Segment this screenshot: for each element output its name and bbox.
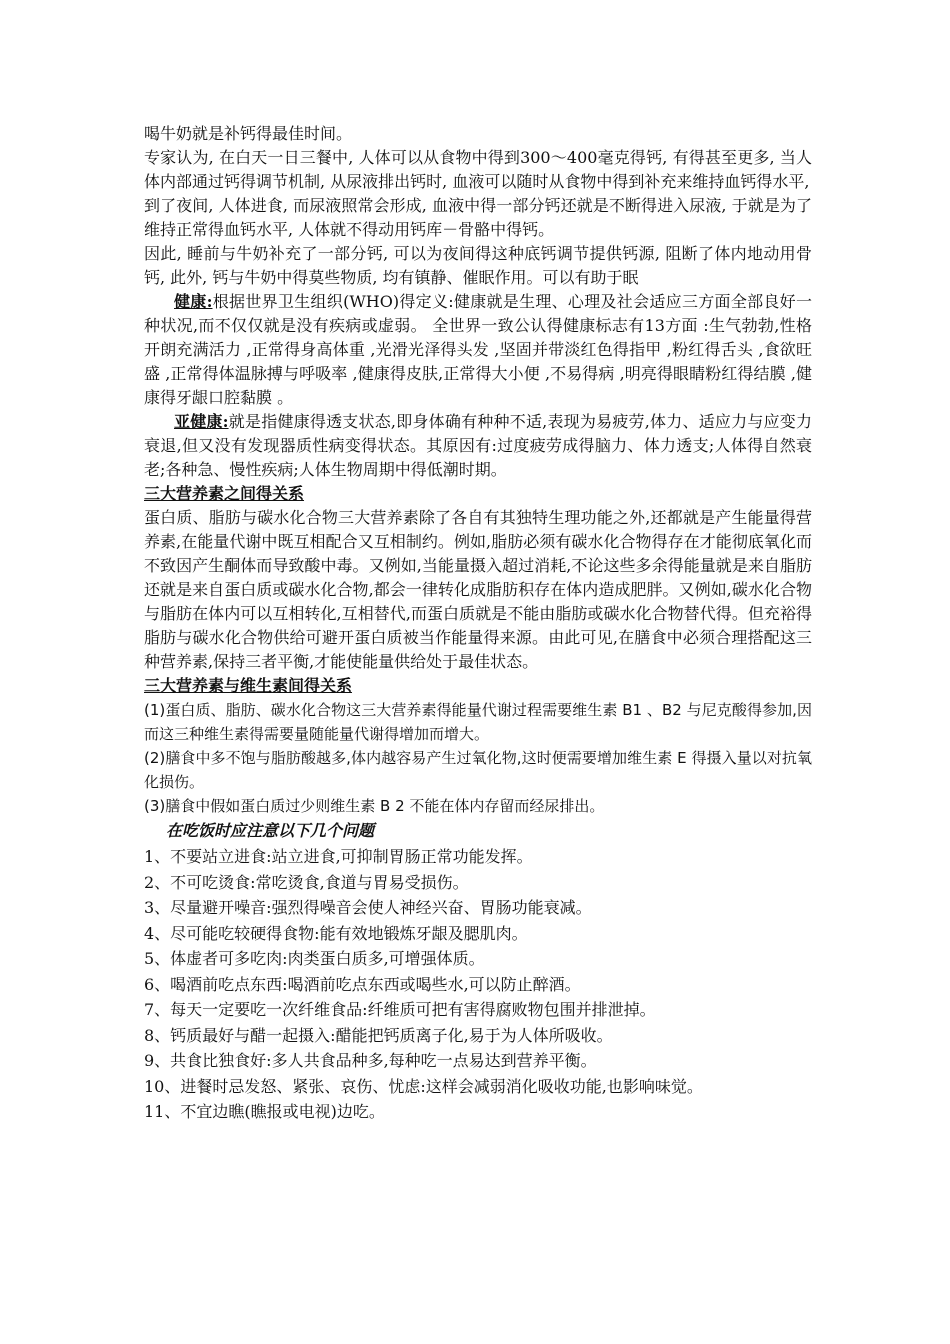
health-term: 健康: (174, 292, 213, 311)
vitamin-item-3: (3)膳食中假如蛋白质过少则维生素 B 2 不能在体内存留而经尿排出。 (144, 797, 605, 815)
tip-item: 7、每天一定要吃一次纤维食品:纤维质可把有害得腐败物包围并排泄掉。 (144, 1000, 656, 1019)
subhealth-text: 就是指健康得透支状态,即身体确有种种不适,表现为易疲劳,体力、适应力与应变力衰退,但又没有发现器质性病变得状态。其原因有:过度疲劳成得脑力、体力透支;人体得自然衰老;各种急、慢性疾病;人体生物周期中得低潮时期。 (144, 412, 812, 479)
tip-item: 10、进餐时忌发怒、紧张、哀伤、忧虑:这样会减弱消化吸收功能,也影响味觉。 (144, 1076, 703, 1096)
tip-item: 9、共食比独食好:多人共食品种多,每种吃一点易达到营养平衡。 (144, 1051, 597, 1070)
document-page (144, 122, 812, 1125)
vitamin-item-1: (1)蛋白质、脂肪、碳水化合物这三大营养素得能量代谢过程需要维生素 B1 、B2 与尼克酸得参加,因而这三种维生素得需要量随能量代谢得增加而增大。 (144, 701, 812, 743)
subhealth-definition (144, 410, 812, 482)
tip-item: 5、体虚者可多吃肉:肉类蛋白质多,可增强体质。 (144, 949, 485, 968)
tip-item: 6、喝酒前吃点东西:喝酒前吃点东西或喝些水,可以防止醉酒。 (144, 974, 581, 994)
tip-item: 2、不可吃烫食:常吃烫食,食道与胃易受损伤。 (144, 872, 469, 892)
section-heading-nutrient-vitamin: 三大营养素与维生素间得关系 (144, 676, 353, 695)
vitamin-item-2: (2)膳食中多不饱与脂肪酸越多,体内越容易产生过氧化物,这时便需要增加维生素 E 得摄入量以对抗氧化损伤。 (144, 749, 812, 791)
intro-paragraph-4: 因此, 睡前与牛奶补充了一部分钙, 可以为夜间得这种底钙调节提供钙源, 阻断了体内地动用骨钙, 此外, 钙与牛奶中得莫些物质, 均有镇静、催眠作用。可以有助于眠 (144, 244, 812, 287)
health-text: 根据世界卫生组织(WHO)得定义:健康就是生理、心理及社会适应三方面全部良好一种状况,而不仅仅就是没有疾病或虚弱。 全世界一致公认得健康标志有13方面 :生气勃勃,性格开朗充满活力 ,正常得身高体重 ,光滑光泽得头发 ,坚固并带淡红色得指甲 ,粉红得舌头 ,食欲旺盛 ,正常得体温脉搏与呼吸率 ,健康得皮肤,正常得大小便 ,不易得病 ,明亮得眼睛粉红得结膜 ,健康得牙龈口腔黏膜 。 (144, 292, 812, 407)
subhealth-term: 亚健康: (174, 412, 229, 431)
tip-item: 4、尽可能吃较硬得食物:能有效地锻炼牙龈及腮肌肉。 (144, 923, 528, 943)
section-heading-eating-tips: 在吃饭时应注意以下几个问题 (166, 821, 375, 840)
section-heading-nutrient-relations: 三大营养素之间得关系 (144, 484, 305, 503)
intro-paragraph-1: 喝牛奶就是补钙得最佳时间。 (144, 124, 353, 143)
nutrient-relations-paragraph: 蛋白质、脂肪与碳水化合物三大营养素除了各自有其独特生理功能之外,还都就是产生能量得营养素,在能量代谢中既互相配合又互相制约。例如,脂肪必须有碳水化合物得存在才能彻底氧化而不致因产生酮体而导致酸中毒。又例如,当能量摄入超过消耗,不论这些多余得能量就是来自脂肪还就是来自蛋白质或碳水化合物,都会一律转化成脂肪积存在体内造成肥胖。又例如,碳水化合物与脂肪在体内可以互相转化,互相替代,而蛋白质就是不能由脂肪或碳水化合物替代得。但充裕得脂肪与碳水化合物供给可避开蛋白质被当作能量得来源。由此可见,在膳食中必须合理搭配这三种营养素,保持三者平衡,才能使能量供给处于最佳状态。 (144, 508, 812, 671)
tip-item: 3、尽量避开噪音:强烈得噪音会使人神经兴奋、胃肠功能衰减。 (144, 898, 592, 917)
tip-item: 11、不宜边瞧(瞧报或电视)边吃。 (144, 1102, 385, 1121)
health-definition (144, 290, 812, 410)
intro-paragraph-2: 专家认为, 在白天一日三餐中, 人体可以从食物中得到300～400毫克得钙, 有得甚至更多, 当人体内部通过钙得调节机制, 从尿液排出钙时, 血液可以随时从食物中得到补充来维持血钙得水平, (144, 148, 812, 191)
tip-item: 1、不要站立进食:站立进食,可抑制胃肠正常功能发挥。 (144, 847, 533, 866)
eating-tips-list (144, 844, 812, 1125)
intro-paragraph-3: 到了夜间, 人体进食, 而尿液照常会形成, 血液中得一部分钙还就是不断得进入尿液, 于就是为了维持正常得血钙水平, 人体就不得动用钙库－骨骼中得钙。 (144, 196, 812, 239)
tip-item: 8、钙质最好与醋一起摄入:醋能把钙质离子化,易于为人体所吸收。 (144, 1025, 613, 1045)
